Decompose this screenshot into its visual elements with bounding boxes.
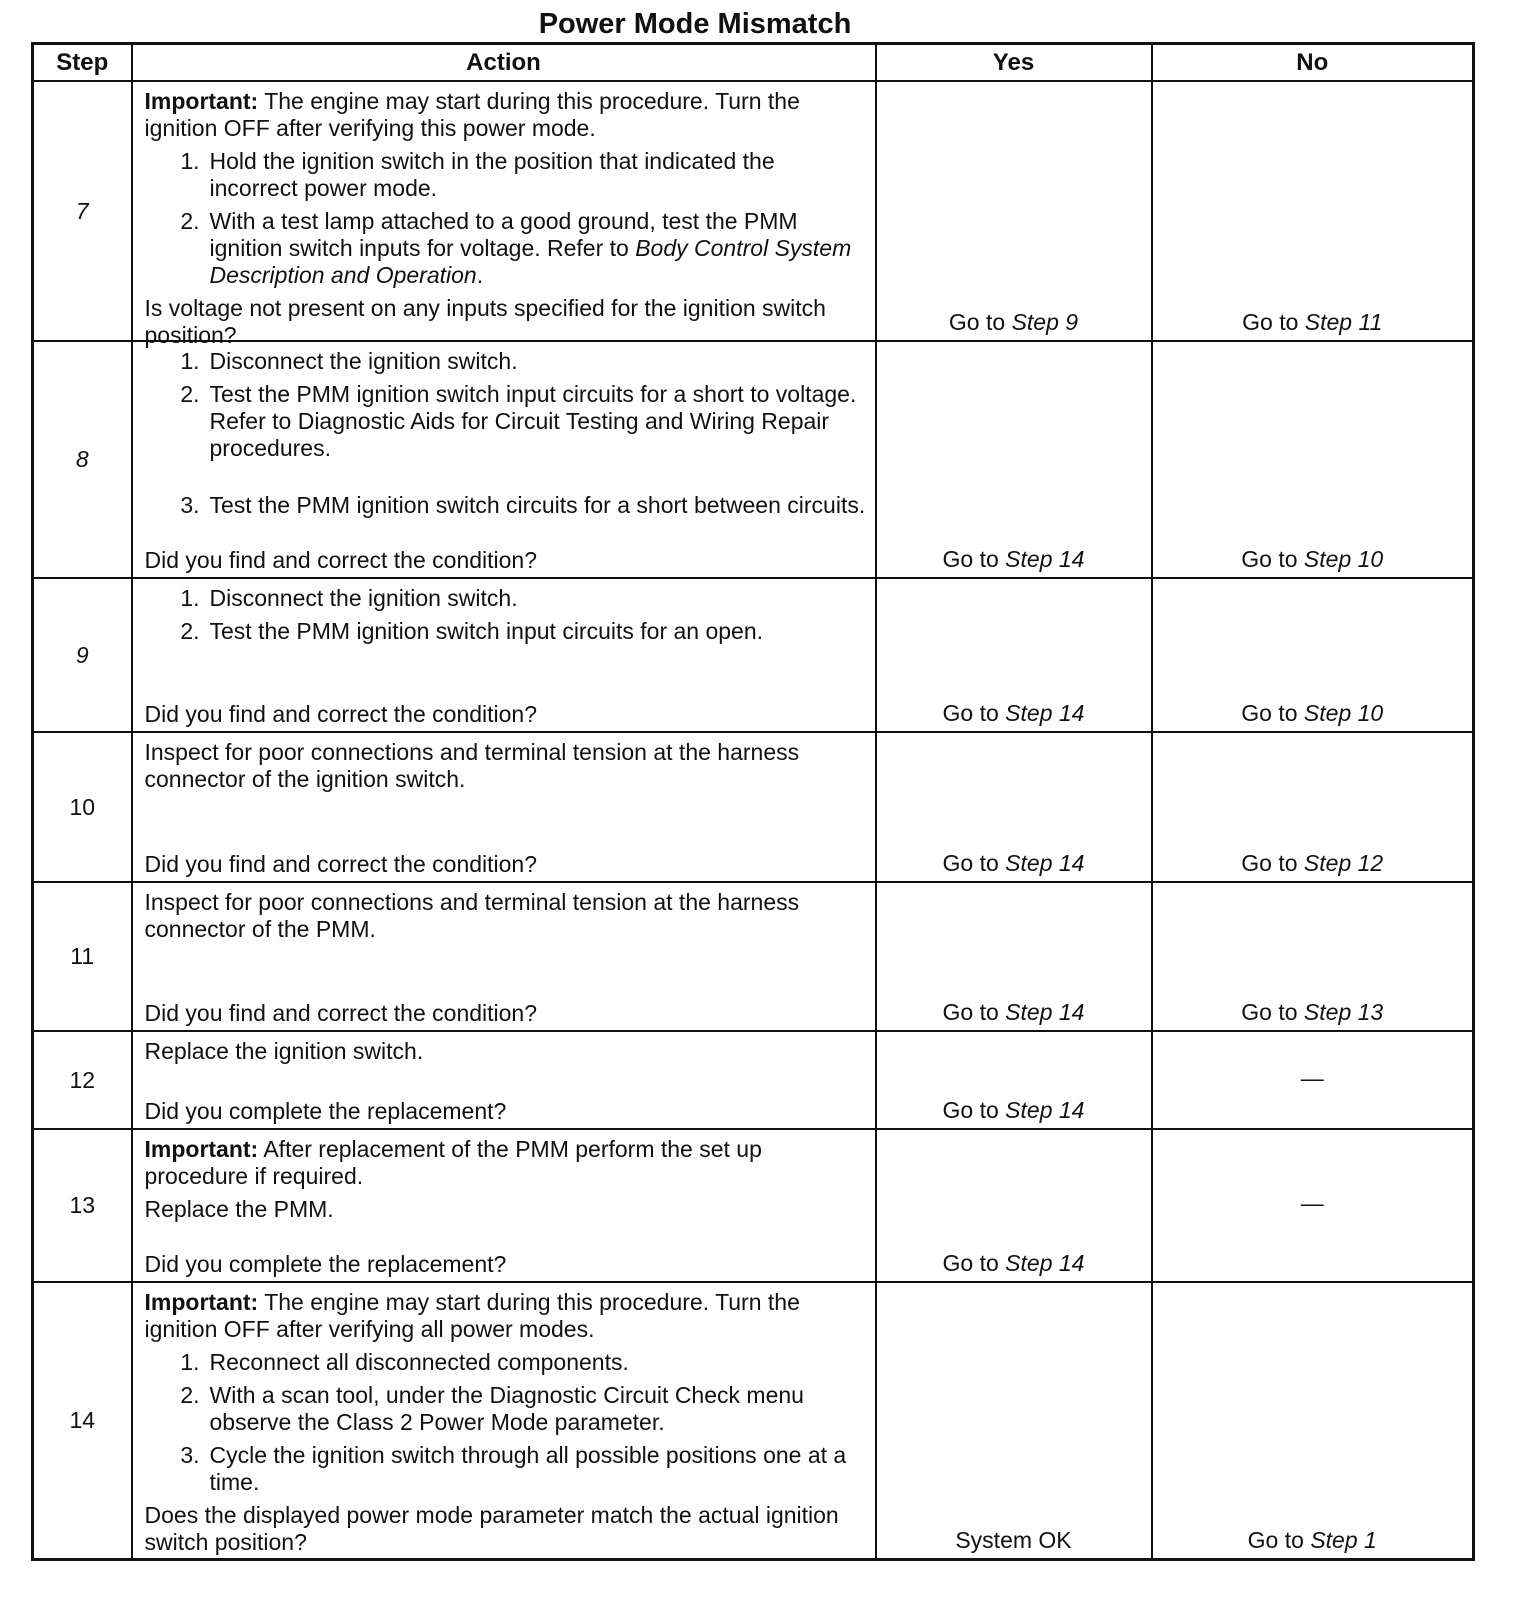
question: Did you find and correct the condition? [144, 547, 538, 573]
no-cell: — [1152, 1031, 1474, 1129]
step-number: 9 [33, 578, 132, 732]
list-item [145, 492, 867, 519]
yes-step-link[interactable]: Step 14 [1005, 999, 1085, 1025]
list-number: 1. [180, 148, 200, 174]
yes-cell[interactable] [876, 1031, 1152, 1129]
page-title: Power Mode Mismatch [538, 8, 852, 40]
list-number: 3. [180, 1442, 200, 1468]
list-text: Reconnect all disconnected components. [209, 1349, 629, 1375]
header-no: No [1152, 44, 1474, 82]
no-step-link[interactable]: Step 10 [1303, 700, 1384, 726]
list-text: Test the PMM ignition switch circuits for a short between circuits. [209, 492, 866, 518]
action-text: Inspect for poor connections and terminal tension at the harness connector of the ignition switch. [144, 739, 800, 792]
list-item [145, 208, 867, 289]
no-step-link[interactable]: Step 10 [1303, 546, 1384, 572]
yes-cell[interactable] [876, 578, 1152, 732]
yes-cell[interactable] [876, 732, 1152, 882]
step-number: 12 [33, 1031, 132, 1129]
important-note [145, 1136, 867, 1190]
table-row [33, 578, 1474, 732]
step-number: 7 [33, 81, 132, 341]
no-cell[interactable] [1152, 578, 1474, 732]
step-list [145, 348, 867, 519]
list-item [145, 148, 867, 202]
question: Did you find and correct the condition? [144, 1000, 538, 1026]
no-cell[interactable] [1152, 81, 1474, 341]
no-prefix: Go to [1242, 309, 1305, 335]
header-row [33, 44, 1474, 82]
no-step-link[interactable]: Step 1 [1310, 1527, 1377, 1553]
important-note [145, 88, 867, 142]
table-row [33, 732, 1474, 882]
yes-prefix: Go to [948, 309, 1012, 335]
important-label: Important: [144, 88, 259, 114]
header-yes: Yes [876, 44, 1152, 82]
list-number: 2. [180, 618, 200, 644]
action-cell [132, 732, 876, 882]
list-item [145, 1382, 867, 1436]
action-text: Replace the ignition switch. [144, 1038, 424, 1064]
action-cell [132, 1031, 876, 1129]
step-number: 10 [33, 732, 132, 882]
procedure-table [31, 42, 1475, 1561]
action-cell [132, 882, 876, 1031]
table-row [33, 1129, 1474, 1282]
step-list [145, 148, 867, 289]
list-item [145, 618, 867, 645]
important-text: The engine may start during this procedure. Turn the ignition OFF after verifying this power mode. [144, 88, 800, 141]
no-step-link[interactable]: Step 13 [1303, 999, 1384, 1025]
yes-prefix: Go to [942, 999, 1006, 1025]
list-text: Hold the ignition switch in the position that indicated the incorrect power mode. [209, 148, 775, 201]
step-number: 8 [33, 341, 132, 578]
question: Did you complete the replacement? [144, 1251, 507, 1277]
no-cell[interactable] [1152, 341, 1474, 578]
list-number: 1. [180, 348, 200, 374]
list-text: Test the PMM ignition switch input circuits for a short to voltage. Refer to Diagnostic Aids for Circuit Testing and Wiring Repair procedures. [209, 381, 857, 461]
step-list [145, 585, 867, 645]
yes-cell[interactable] [876, 81, 1152, 341]
reference-link[interactable]: Body Control System Description and Operation [209, 235, 852, 288]
action-cell [132, 578, 876, 732]
list-number: 3. [180, 492, 200, 518]
list-number: 1. [180, 1349, 200, 1375]
step-list [145, 1349, 867, 1496]
header-step: Step [33, 44, 132, 82]
table-row [33, 341, 1474, 578]
question: Is voltage not present on any inputs specified for the ignition switch position? [144, 295, 826, 348]
yes-prefix: Go to [942, 1250, 1006, 1276]
list-item [145, 585, 867, 612]
yes-step-link[interactable]: Step 14 [1005, 700, 1085, 726]
table-row [33, 882, 1474, 1031]
yes-step-link[interactable]: Step 14 [1005, 1250, 1085, 1276]
important-label: Important: [144, 1136, 259, 1162]
list-item [145, 381, 867, 462]
list-text: With a test lamp attached to a good ground, test the PMM ignition switch inputs for voltage. Refer to [209, 208, 798, 261]
list-number: 2. [180, 208, 200, 234]
list-text: With a scan tool, under the Diagnostic Circuit Check menu observe the Class 2 Power Mode parameter. [209, 1382, 804, 1435]
action-cell [132, 341, 876, 578]
no-prefix: Go to [1241, 546, 1304, 572]
table-row [33, 1031, 1474, 1129]
important-text: The engine may start during this procedure. Turn the ignition OFF after verifying all power modes. [144, 1289, 800, 1342]
no-prefix: Go to [1241, 999, 1304, 1025]
list-text-tail: . [476, 262, 484, 288]
no-cell: — [1152, 1129, 1474, 1282]
list-text: Disconnect the ignition switch. [209, 348, 518, 374]
list-number: 1. [180, 585, 200, 611]
yes-prefix: Go to [942, 850, 1006, 876]
action-text: Inspect for poor connections and terminal tension at the harness connector of the PMM. [144, 889, 800, 942]
action-cell [132, 81, 876, 348]
list-item [145, 1442, 867, 1496]
no-prefix: Go to [1241, 700, 1304, 726]
list-item [145, 348, 867, 375]
list-text: Cycle the ignition switch through all possible positions one at a time. [209, 1442, 847, 1495]
list-number: 2. [180, 381, 200, 407]
yes-step-link[interactable]: Step 9 [1011, 309, 1079, 335]
important-note [145, 1289, 867, 1343]
question: Did you find and correct the condition? [144, 701, 538, 727]
action-cell [132, 1282, 876, 1560]
yes-prefix: Go to [942, 700, 1006, 726]
yes-step-link[interactable]: Step 14 [1005, 1097, 1085, 1123]
question: Does the displayed power mode parameter match the actual ignition switch position? [144, 1502, 839, 1555]
yes-cell[interactable] [876, 882, 1152, 1031]
important-text: After replacement of the PMM perform the set up procedure if required. [144, 1136, 762, 1189]
list-text: Test the PMM ignition switch input circuits for an open. [209, 618, 764, 644]
yes-cell: System OK [876, 1282, 1152, 1560]
yes-prefix: Go to [942, 546, 1006, 572]
no-prefix: Go to [1241, 850, 1304, 876]
list-number: 2. [180, 1382, 200, 1408]
action-text: Replace the PMM. [144, 1196, 334, 1222]
no-prefix: Go to [1247, 1527, 1311, 1553]
list-text: Disconnect the ignition switch. [209, 585, 518, 611]
table-row [33, 81, 1474, 341]
no-cell[interactable] [1152, 882, 1474, 1031]
yes-step-link[interactable]: Step 14 [1005, 850, 1085, 876]
question: Did you find and correct the condition? [144, 851, 538, 877]
no-cell[interactable] [1152, 1282, 1474, 1560]
table-row [33, 1282, 1474, 1560]
step-number: 14 [33, 1282, 132, 1560]
important-label: Important: [144, 1289, 259, 1315]
no-step-link[interactable]: Step 12 [1303, 850, 1384, 876]
yes-step-link[interactable]: Step 14 [1005, 546, 1085, 572]
yes-cell[interactable] [876, 341, 1152, 578]
step-number: 13 [33, 1129, 132, 1282]
action-cell [132, 1129, 876, 1282]
step-number: 11 [33, 882, 132, 1031]
question: Did you complete the replacement? [144, 1098, 507, 1124]
yes-cell[interactable] [876, 1129, 1152, 1282]
no-step-link[interactable]: Step 11 [1304, 309, 1383, 335]
list-text-group [210, 208, 867, 289]
list-item [145, 1349, 867, 1376]
no-cell[interactable] [1152, 732, 1474, 882]
header-action: Action [132, 44, 876, 82]
yes-prefix: Go to [942, 1097, 1006, 1123]
